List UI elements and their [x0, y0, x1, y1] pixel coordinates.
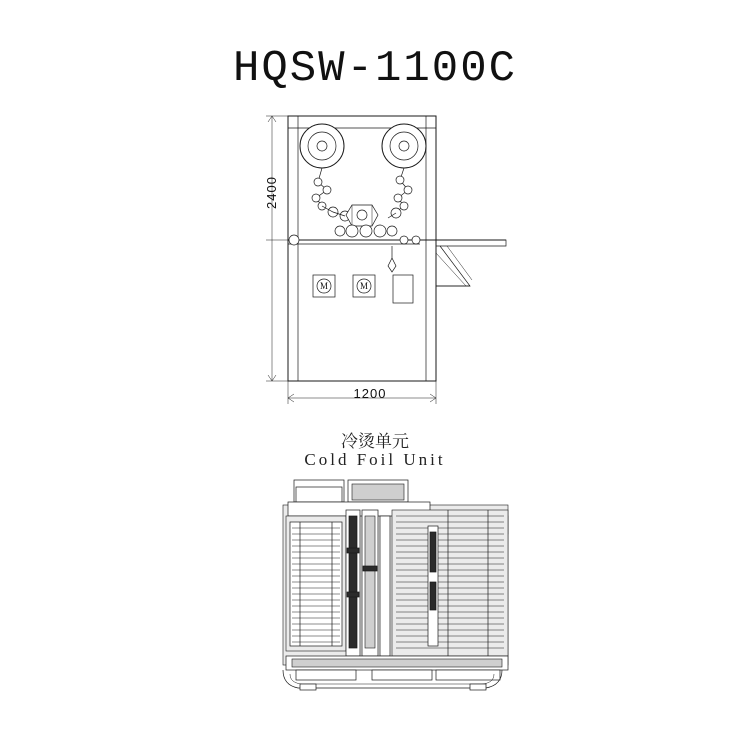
- width-dimension-label: 1200: [353, 386, 387, 401]
- bottom-drawing-svg: [0, 470, 750, 730]
- motor-label-1: M: [319, 281, 329, 291]
- caption-english: Cold Foil Unit: [304, 450, 446, 469]
- motor-label-2: M: [359, 281, 369, 291]
- page-title: HQSW-1100C: [232, 44, 518, 94]
- caption-chinese: 冷烫单元: [341, 432, 409, 452]
- height-dimension-label: 2400: [263, 176, 279, 209]
